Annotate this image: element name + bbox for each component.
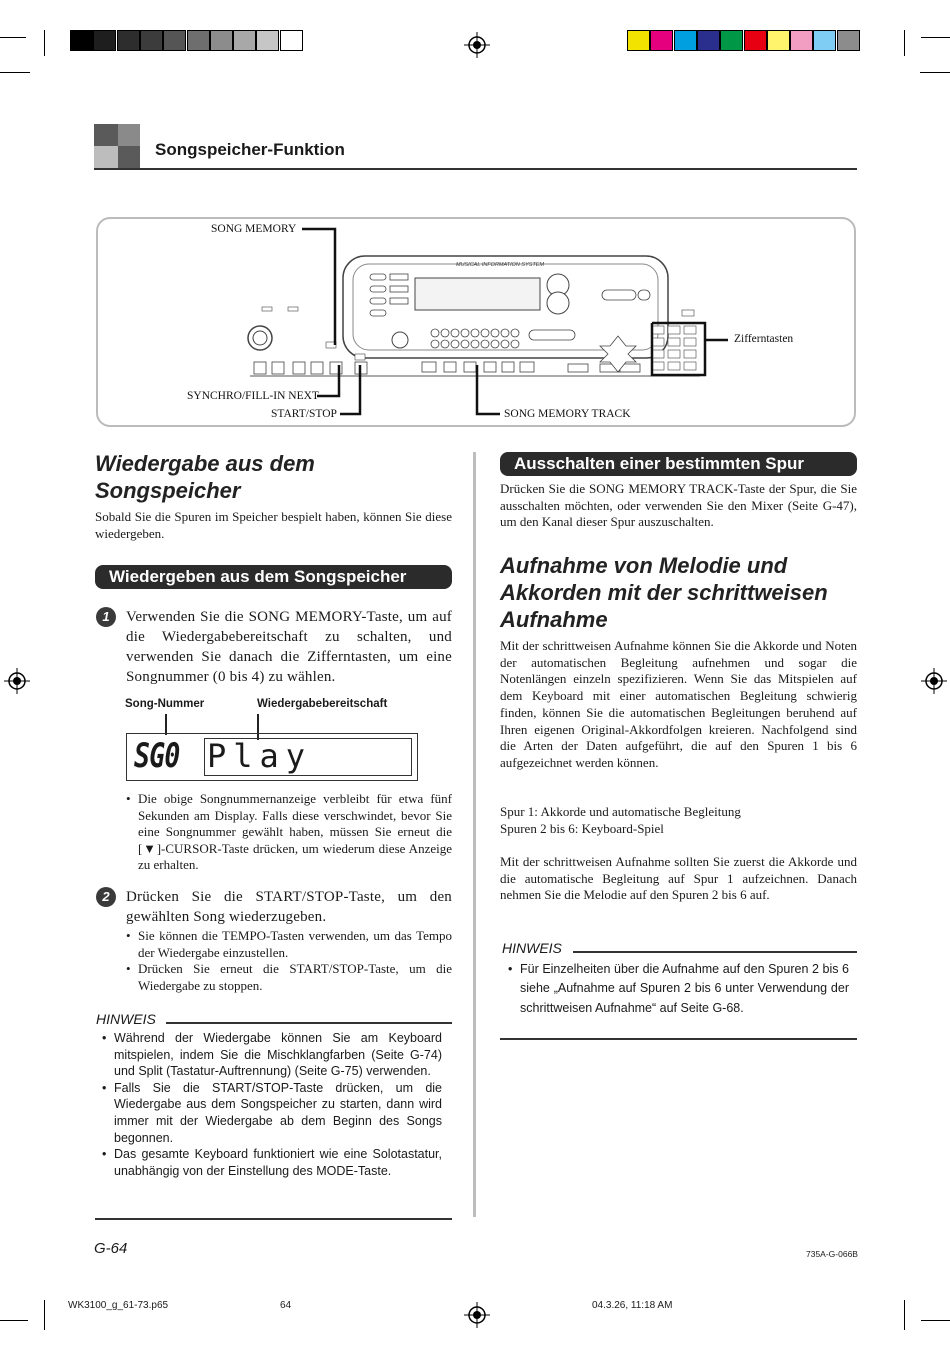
lcd-text: Play xyxy=(207,737,313,775)
intro-paragraph: Sobald Sie die Spuren im Speicher bespielt haben, können Sie diese wiedergeben. xyxy=(95,509,452,541)
step-1-text: Verwenden Sie die SONG MEMORY-Taste, um auf die Wiedergabebereitschaft zu schalten, und verwenden Sie danach die Zifferntasten, um eine Songnummer (0 bis 4) zu wählen. xyxy=(126,609,452,685)
label-song-number: Song-Nummer xyxy=(125,698,205,710)
subsection-pill: Wiedergeben aus dem Songspeicher xyxy=(95,565,452,589)
column-separator xyxy=(473,452,476,1217)
callout-lines xyxy=(0,0,950,430)
subsection-pill: Ausschalten einer bestimmten Spur xyxy=(500,452,857,476)
step-number-badge: 1 xyxy=(96,607,116,627)
step-2-text: Drücken Sie die START/STOP-Taste, um den gewählten Song wiederzugeben. xyxy=(126,889,452,925)
sheet-number: 64 xyxy=(280,1300,292,1311)
note-title-rule xyxy=(166,1022,452,1024)
step-number-badge: 2 xyxy=(96,887,116,907)
note-end-rule xyxy=(500,1038,857,1040)
paragraph: Mit der schrittweisen Aufnahme können Sie die Akkorde und Noten der automatischen Begleitung aufnehmen und sogar die Notenlängen einzeln spezifizieren. Wenn Sie das Mitspielen auf dem Keyboard mit einer automatischen Begleitung schwierig finden, können Sie die automatischen Begleitungen beruhend auf Ihren eigenen Original-Akkordfolgen kreieren. Nachfolgend sind die Arten der Daten aufgeführt, die auf den Spuren 1 bis 6 aufgezeichnet werden können. xyxy=(500,638,857,770)
step-1-notes xyxy=(126,791,452,874)
paragraph: Mit der schrittweisen Aufnahme sollten Sie zuerst die Akkorde und die automatische Begleitung auf Spur 1 aufzeichnen. Danach nehmen Sie die Melodie auf den Spuren 2 bis 6 auf. xyxy=(500,854,857,903)
list-item: • Für Einzelheiten über die Aufnahme auf den Spuren 2 bis 6 siehe „Aufnahme auf Spuren 2 bis 6 unter Verwendung der schrittweisen Aufnahme“ auf Seite G-68. xyxy=(508,960,849,1018)
pointer-line xyxy=(165,714,167,735)
list-item: • Sie können die TEMPO-Tasten verwenden, um das Tempo der Wiedergabe einzustellen. xyxy=(126,928,452,961)
registration-mark-icon xyxy=(4,668,30,694)
page-title: Songspeicher-Funktion xyxy=(155,140,345,159)
section-paragraph: Drücken Sie die SONG MEMORY TRACK-Taste der Spur, die Sie ausschalten möchten, oder verwenden Sie den Mixer (Seite G-47), um den Kanal dieser Spur auszuschalten. xyxy=(500,481,857,530)
document-code: 735A-G-066B xyxy=(806,1249,858,1259)
note-title: HINWEIS xyxy=(96,1011,156,1027)
registration-mark-icon xyxy=(464,1302,490,1328)
callout-synchro: SYNCHRO/FILL-IN NEXT xyxy=(187,390,319,402)
list-item: • Falls Sie die START/STOP-Taste drücken, um die Wiedergabe aus dem Songspeicher zu starten, dann wird immer mit der Wiedergabe ab dem Beginn des Songs begonnen. xyxy=(102,1080,442,1146)
note-list xyxy=(102,1030,442,1179)
track-line: Spuren 2 bis 6: Keyboard-Spiel xyxy=(500,821,664,836)
track-line: Spur 1: Akkorde und automatische Begleitung xyxy=(500,804,741,819)
list-item: • Die obige Songnummernanzeige verbleibt für etwa fünf Sekunden am Display. Falls diese verschwindet, bevor Sie eine Songnummer gewählt haben, müssen Sie erneut die [▼]-CURSOR-Taste drücken, um wiederum diese Anzeige zu erhalten. xyxy=(126,791,452,874)
callout-song-memory-track: SONG MEMORY TRACK xyxy=(504,408,631,420)
print-date: 04.3.26, 11:18 AM xyxy=(592,1300,673,1311)
section-heading: Aufnahme von Melodie und Akkorden mit der schrittweisen Aufnahme xyxy=(500,553,828,632)
label-ready: Wiedergabebereitschaft xyxy=(257,698,388,710)
file-name: WK3100_g_61-73.p65 xyxy=(68,1300,169,1311)
callout-start-stop: START/STOP xyxy=(271,408,337,420)
callout-song-memory: SONG MEMORY xyxy=(211,223,297,235)
list-item: • Drücken Sie erneut die START/STOP-Taste, um die Wiedergabe zu stoppen. xyxy=(126,961,452,994)
registration-mark-icon xyxy=(921,668,947,694)
section-heading: Wiedergabe aus dem Songspeicher xyxy=(95,451,315,503)
svg-text:MUSICAL INFORMATION SYSTEM: MUSICAL INFORMATION SYSTEM xyxy=(455,262,545,268)
note-title-rule xyxy=(573,951,857,953)
step-2-notes xyxy=(126,928,452,994)
lcd-segment-number: SG0 xyxy=(134,736,180,776)
note-end-rule xyxy=(95,1218,452,1220)
page-number: G-64 xyxy=(94,1240,128,1257)
list-item: • Das gesamte Keyboard funktioniert wie eine Solotastatur, unabhängig von der Einstellung des MODE-Taste. xyxy=(102,1146,442,1179)
note-title: HINWEIS xyxy=(502,940,562,956)
list-item: • Während der Wiedergabe können Sie am Keyboard mitspielen, indem Sie die Mischklangfarben (Seite G-74) und Split (Tastatur-Auftrennung) (Seite G-75) verwenden. xyxy=(102,1030,442,1080)
note-list xyxy=(508,960,849,1018)
callout-zifferntasten: Zifferntasten xyxy=(734,333,794,345)
